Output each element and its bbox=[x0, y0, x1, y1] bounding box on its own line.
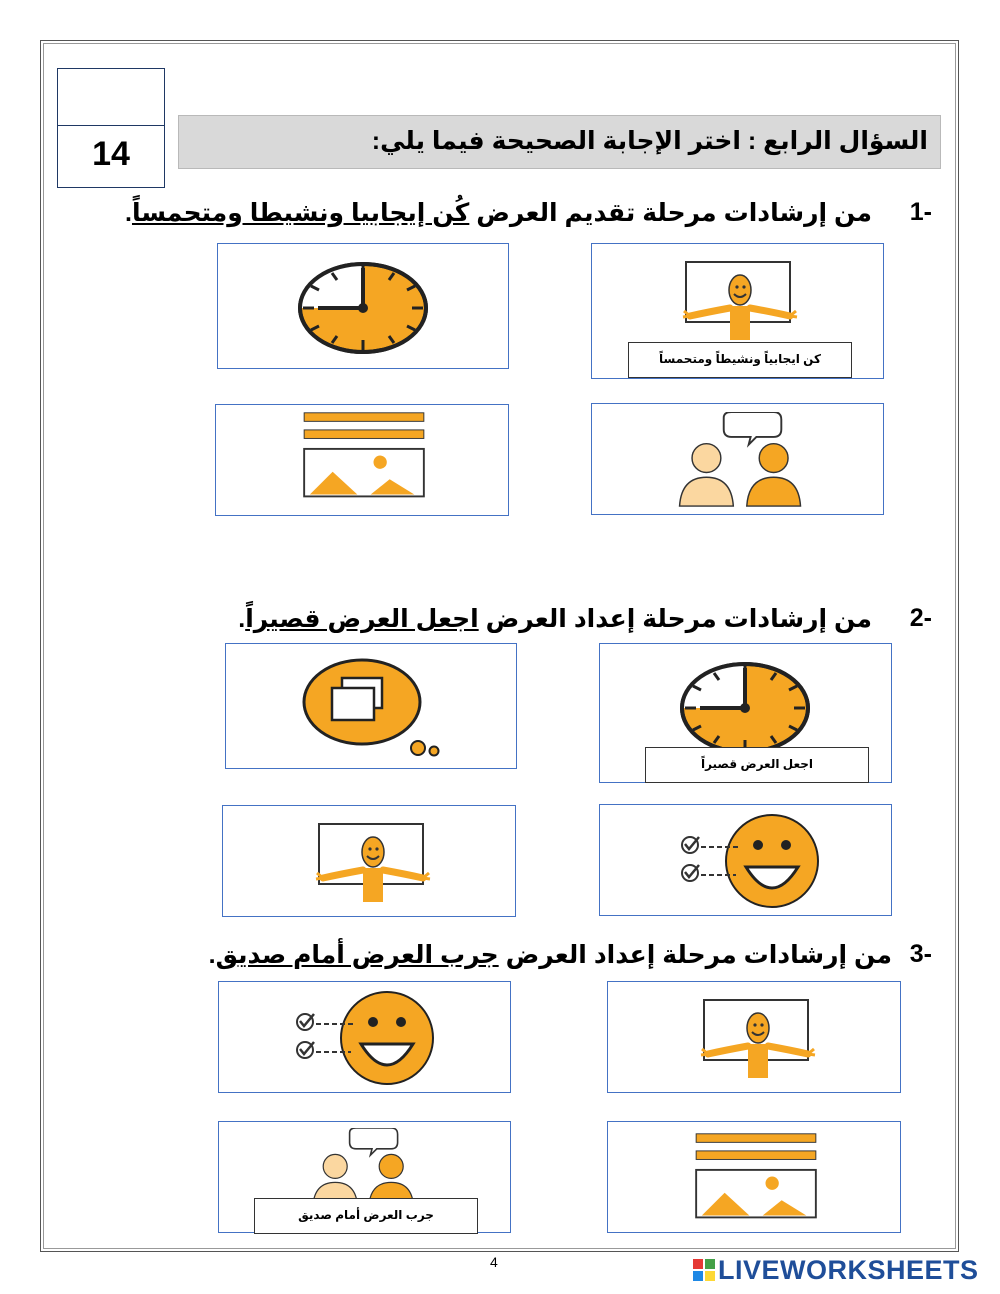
option-card-q3-2[interactable] bbox=[607, 981, 901, 1093]
option-card-q2-3[interactable] bbox=[222, 805, 516, 917]
presenter-icon bbox=[608, 982, 902, 1094]
question-1-number: 1- bbox=[909, 198, 932, 226]
question-2-number: 2- bbox=[909, 604, 932, 632]
question-header bbox=[178, 115, 941, 169]
option-card-q1-4[interactable] bbox=[591, 403, 884, 515]
caption-q2: اجعل العرض قصيراً bbox=[645, 747, 869, 783]
liveworksheets-logo-icon bbox=[693, 1259, 715, 1281]
presenter-icon bbox=[223, 806, 517, 918]
option-card-q3-4[interactable] bbox=[607, 1121, 901, 1233]
question-2-text: من إرشادات مرحلة إعداد العرض bbox=[485, 605, 872, 633]
slide-layout-icon bbox=[216, 405, 510, 517]
question-3-text: من إرشادات مرحلة إعداد العرض bbox=[505, 941, 892, 969]
question-3-answer: جرب العرض أمام صديق bbox=[215, 941, 499, 969]
question-3: من إرشادات مرحلة إعداد العرض جرب العرض أمام صديق. bbox=[208, 941, 892, 969]
score-box bbox=[57, 68, 165, 188]
caption-q3: جرب العرض أمام صديق bbox=[254, 1198, 478, 1234]
question-1: من إرشادات مرحلة تقديم العرض كُن إيجابيا ونشيطا ومتحمساً. bbox=[125, 199, 872, 227]
option-card-q2-1[interactable] bbox=[225, 643, 517, 769]
question-3-number: 3- bbox=[909, 940, 932, 968]
smiley-checklist-icon bbox=[600, 805, 893, 917]
thought-bubble-icon bbox=[226, 644, 518, 770]
question-2: من إرشادات مرحلة إعداد العرض اجعل العرض قصيراً. bbox=[238, 605, 872, 633]
option-card-q1-3[interactable] bbox=[215, 404, 509, 516]
option-card-q3-1[interactable] bbox=[218, 981, 511, 1093]
question-header-text: السؤال الرابع : اختر الإجابة الصحيحة فيما يلي: bbox=[371, 127, 928, 155]
clock-icon bbox=[218, 244, 510, 370]
option-card-q2-2[interactable] bbox=[599, 643, 892, 783]
option-card-q1-2[interactable] bbox=[591, 243, 884, 379]
caption-q1: كن ايجابياً ونشيطاً ومتحمساً bbox=[628, 342, 852, 378]
smiley-checklist-icon bbox=[219, 982, 512, 1094]
option-card-q1-1[interactable] bbox=[217, 243, 509, 369]
question-1-answer: كُن إيجابيا ونشيطا ومتحمساً bbox=[131, 199, 470, 227]
conversation-icon bbox=[592, 404, 885, 516]
option-card-q3-3[interactable] bbox=[218, 1121, 511, 1233]
slide-layout-icon bbox=[608, 1122, 902, 1234]
brand-name[interactable]: LIVEWORKSHEETS bbox=[718, 1255, 979, 1285]
score-value: 14 bbox=[92, 135, 130, 173]
option-card-q2-4[interactable] bbox=[599, 804, 892, 916]
question-1-text: من إرشادات مرحلة تقديم العرض bbox=[476, 199, 872, 227]
question-2-answer: اجعل العرض قصيراً bbox=[245, 605, 479, 633]
page-number: 4 bbox=[490, 1254, 498, 1270]
